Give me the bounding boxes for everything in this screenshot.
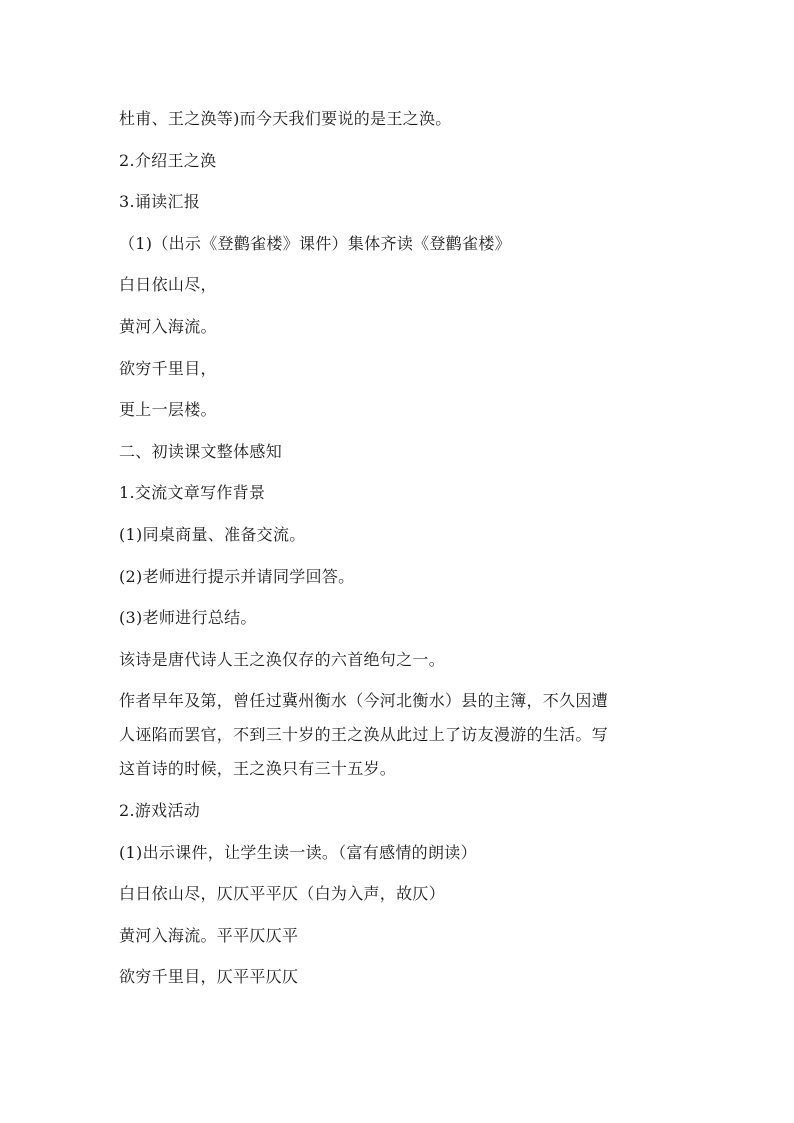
section-heading: 2.游戏活动 — [119, 800, 201, 820]
list-item: (1)同桌商量、准备交流。 — [119, 524, 306, 544]
poem-tone-line: 欲穷千里目，仄平平仄仄 — [119, 967, 299, 987]
document-body — [119, 104, 699, 1004]
paragraph-line: 作者早年及第，曾任过冀州衡水（今河北衡水）县的主簿，不久因遭 — [119, 691, 609, 711]
section-heading: 3.诵读汇报 — [119, 192, 201, 212]
text-line: （1)（出示《登鹳雀楼》课件）集体齐读《登鹳雀楼》 — [119, 233, 511, 253]
list-item: (3)老师进行总结。 — [119, 608, 257, 628]
text-line: 杜甫、王之涣等)而今天我们要说的是王之涣。 — [119, 109, 452, 128]
list-item: (1)出示课件，让学生读一读。（富有感情的朗读） — [119, 842, 477, 862]
poem-line: 黄河入海流。 — [119, 316, 217, 336]
paragraph-line: 人诬陷而罢官，不到三十岁的王之涣从此过上了访友漫游的生活。写 — [119, 725, 609, 745]
section-heading: 2.介绍王之涣 — [119, 150, 217, 170]
poem-tone-line: 黄河入海流。平平仄仄平 — [119, 925, 299, 945]
poem-tone-line: 白日依山尽，仄仄平平仄（白为入声，故仄） — [119, 884, 446, 904]
author-paragraph — [119, 686, 699, 783]
poem-line: 欲穷千里目， — [119, 358, 217, 378]
list-item: (2)老师进行提示并请同学回答。 — [119, 566, 355, 586]
poem-line: 更上一层楼。 — [119, 400, 217, 420]
paragraph-line: 这首诗的时候，王之涣只有三十五岁。 — [119, 759, 397, 779]
section-heading: 1.交流文章写作背景 — [119, 483, 266, 503]
section-heading: 二、初读课文整体感知 — [119, 441, 283, 461]
text-line: 该诗是唐代诗人王之涣仅存的六首绝句之一。 — [119, 649, 446, 669]
poem-line: 白日依山尽， — [119, 275, 217, 295]
